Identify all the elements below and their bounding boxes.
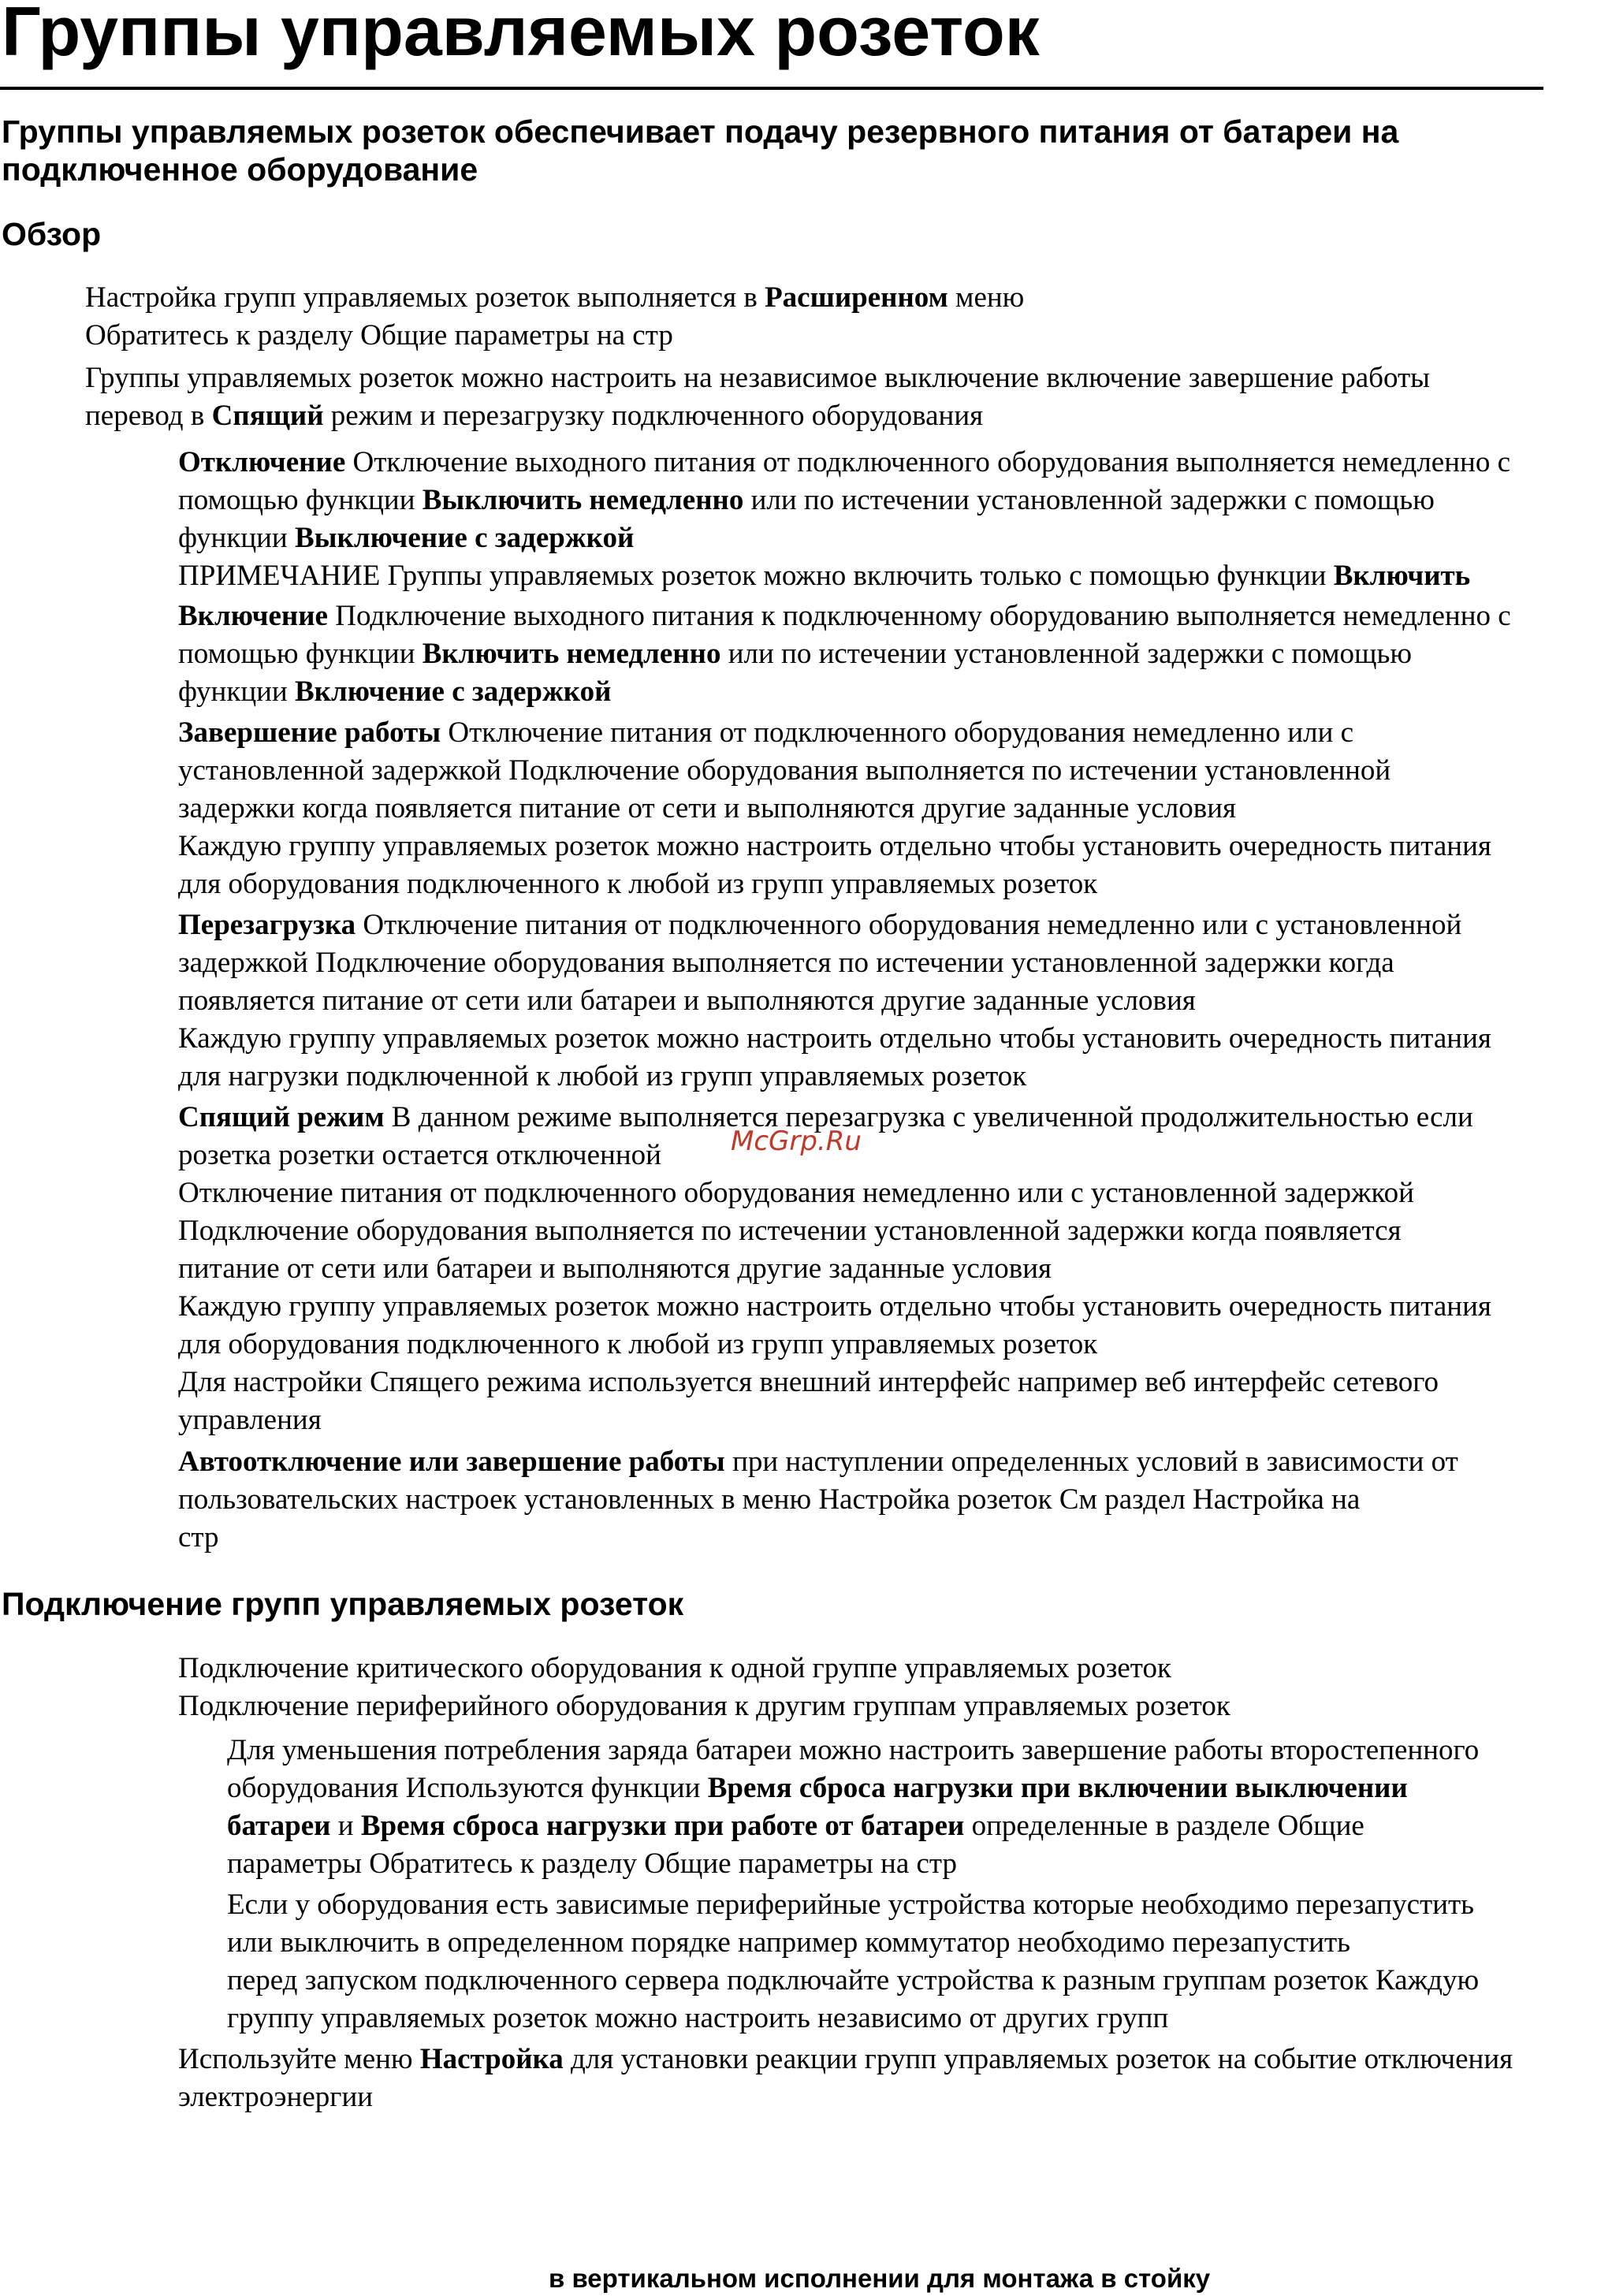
item-on-line-1: Включение Подключение выходного питания к подключенному оборудованию выполняется немедленно с [178, 600, 1511, 632]
item-off [178, 444, 1510, 595]
overview-line-1: Настройка групп управляемых розеток выполняется в Расширенном меню [85, 281, 1025, 314]
item-shutdown-line-4: Каждую группу управляемых розеток можно настроить отдельно чтобы установить очередность питания [178, 830, 1491, 862]
item-sleep-line-7: для оборудования подключенного к любой из групп управляемых розеток [178, 1328, 1098, 1360]
item-on-line-2: помощью функции Включить немедленно или по истечении установленной задержки с помощью [178, 638, 1413, 670]
item-sleep-line-4: Подключение оборудования выполняется по истечении установленной задержки когда появляется [178, 1215, 1402, 1247]
item-auto-term: Автоотключение или завершение работы [178, 1446, 725, 1478]
item-reboot [178, 906, 1491, 1096]
connect-line-1: Подключение критического оборудования к одной группе управляемых розеток [178, 1652, 1171, 1684]
connect-sub-1-line-4: параметры Обратитесь к разделу Общие параметры на стр [227, 1848, 958, 1880]
connect-sub-1 [227, 1732, 1479, 1883]
connect-sub-2 [227, 1886, 1479, 2037]
connect-sub-1-line-1: Для уменьшения потребления заряда батареи можно настроить завершение работы второстепенного [227, 1734, 1480, 1766]
item-sleep-line-8: Для настройки Спящего режима используется внешний интерфейс например веб интерфейс сетевого [178, 1366, 1439, 1398]
item-shutdown [178, 714, 1491, 903]
connect-tail [178, 2041, 1513, 2116]
page-footer: в вертикальном исполнении для монтажа в стойку [549, 2264, 1211, 2293]
overview-block [85, 279, 1430, 435]
connect-line-2: Подключение периферийного оборудования к другим группам управляемых розеток [178, 1690, 1230, 1722]
item-sleep-line-1: Спящий режим В данном режиме выполняется перезагрузка с увеличенной продолжительностью если [178, 1101, 1473, 1133]
item-auto-line-3: стр [178, 1521, 219, 1554]
item-sleep-line-9: управления [178, 1404, 322, 1436]
item-reboot-line-2: задержкой Подключение оборудования выполняется по истечении установленной задержки когда [178, 947, 1394, 979]
item-on [178, 597, 1511, 711]
overview-line-2: Обратитесь к разделу Общие параметры на стр [85, 319, 673, 352]
connect-sub-2-line-3: перед запуском подключенного сервера подключайте устройства к разным группам розеток Каждую [227, 1964, 1480, 1996]
connect-line-3: Используйте меню Настройка для установки реакции групп управляемых розеток на событие отключения [178, 2043, 1513, 2075]
overview-line-4: перевод в Спящий режим и перезагрузку подключенного оборудования [85, 400, 984, 432]
page-subtitle: Группы управляемых розеток обеспечивает подачу резервного питания от батареи на подключенное оборудование [2, 113, 1399, 188]
item-shutdown-line-3: задержки когда появляется питание от сети и выполняются другие заданные условия [178, 792, 1237, 824]
connect-sub-1-line-2: оборудования Используются функции Время сброса нагрузки при включении выключении [227, 1772, 1408, 1804]
item-reboot-line-3: появляется питание от сети или батареи и выполняются другие заданные условия [178, 984, 1196, 1017]
item-reboot-line-1: Перезагрузка Отключение питания от подключенного оборудования немедленно или с установленной [178, 909, 1462, 941]
item-sleep-line-3: Отключение питания от подключенного оборудования немедленно или с установленной задержкой [178, 1177, 1414, 1209]
section-overview-title: Обзор [2, 216, 102, 252]
item-reboot-term: Перезагрузка [178, 909, 356, 941]
item-shutdown-term: Завершение работы [178, 716, 441, 749]
item-off-note: ПРИМЕЧАНИЕ Группы управляемых розеток можно включить только с помощью функции Включить [178, 560, 1471, 592]
connect-line-4: электроэнергии [178, 2081, 374, 2113]
title-rule [0, 87, 1543, 90]
item-sleep-line-2: розетка розетки остается отключенной [178, 1139, 661, 1171]
connect-block [178, 1650, 1230, 1725]
watermark: McGrp.Ru [731, 1126, 862, 1157]
item-off-term: Отключение [178, 446, 346, 478]
item-on-line-3: функции Включение с задержкой [178, 675, 612, 708]
item-auto-line-1: Автоотключение или завершение работы при наступлении определенных условий в зависимости от [178, 1446, 1458, 1478]
connect-sub-2-line-4: группу управляемых розеток можно настроить независимо от других групп [227, 2002, 1169, 2034]
connect-sub-2-line-2: или выключить в определенном порядке например коммутатор необходимо перезапустить [227, 1926, 1351, 1959]
item-reboot-line-5: для нагрузки подключенной к любой из групп управляемых розеток [178, 1060, 1027, 1092]
connect-sub-1-line-3: батареи и Время сброса нагрузки при работе от батареи определенные в разделе Общие [227, 1810, 1364, 1842]
item-shutdown-line-1: Завершение работы Отключение питания от подключенного оборудования немедленно или с [178, 716, 1354, 749]
item-off-line-3: функции Выключение с задержкой [178, 522, 635, 554]
item-auto-line-2: пользовательских настроек установленных в меню Настройка розеток См раздел Настройка на [178, 1483, 1361, 1516]
item-sleep-term: Спящий режим [178, 1101, 385, 1133]
section-connect-title: Подключение групп управляемых розеток [2, 1586, 684, 1622]
item-off-line-2: помощью функции Выключить немедленно или по истечении установленной задержки с помощью [178, 484, 1435, 516]
overview-line-3: Группы управляемых розеток можно настроить на независимое выключение включение завершение работы [85, 362, 1430, 394]
item-auto [178, 1443, 1458, 1557]
item-on-term: Включение [178, 600, 328, 632]
connect-sub-2-line-1: Если у оборудования есть зависимые периферийные устройства которые необходимо перезапустить [227, 1889, 1475, 1921]
item-shutdown-line-2: установленной задержкой Подключение оборудования выполняется по истечении установленной [178, 754, 1391, 787]
item-sleep-line-5: питание от сети или батареи и выполняются другие заданные условия [178, 1252, 1052, 1285]
item-sleep-line-6: Каждую группу управляемых розеток можно настроить отдельно чтобы установить очередность питания [178, 1290, 1491, 1323]
page-title: Группы управляемых розеток [2, 0, 1040, 70]
item-shutdown-line-5: для оборудования подключенного к любой из групп управляемых розеток [178, 868, 1098, 900]
item-reboot-line-4: Каждую группу управляемых розеток можно настроить отдельно чтобы установить очередность питания [178, 1022, 1491, 1055]
item-off-line-1: Отключение Отключение выходного питания от подключенного оборудования выполняется немедленно с [178, 446, 1510, 478]
